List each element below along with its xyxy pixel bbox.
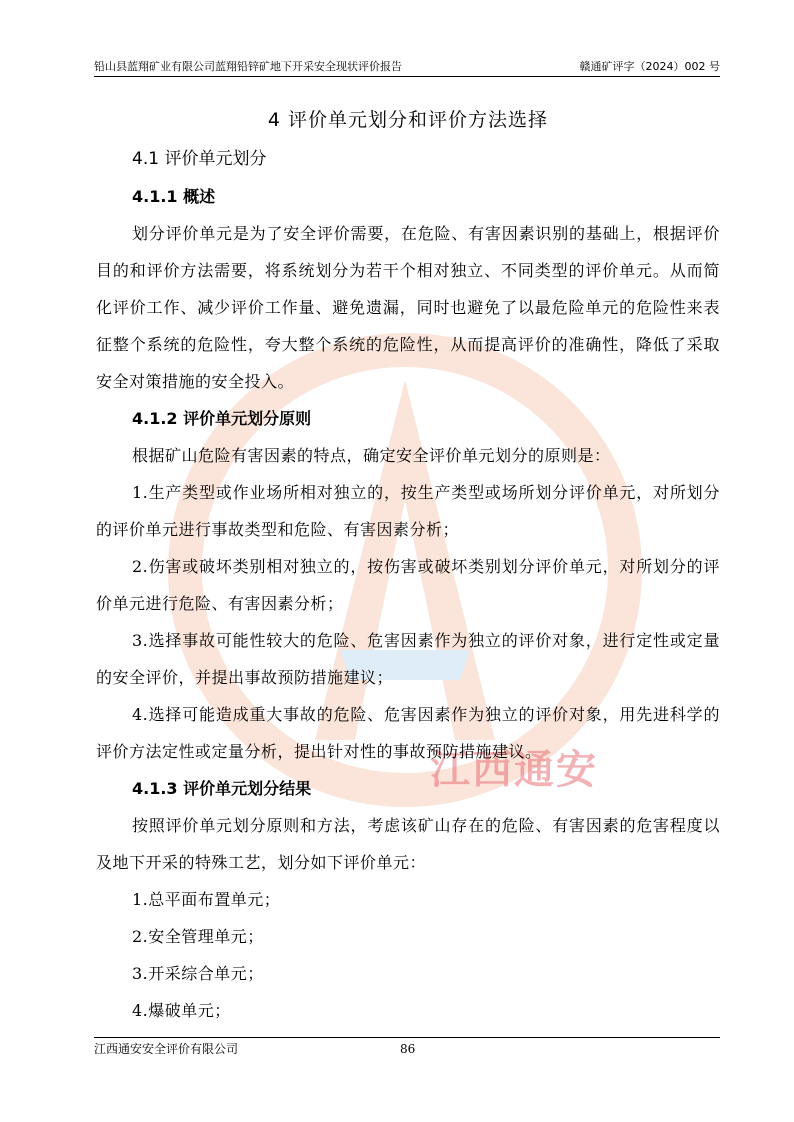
list-item: 3.选择事故可能性较大的危险、危害因素作为独立的评价对象，进行定性或定量的安全评价，并提出事故预防措施建议； [96, 631, 720, 687]
list-item: 1.总平面布置单元； [132, 890, 281, 909]
footer-divider [94, 1037, 720, 1038]
paragraph: 划分评价单元是为了安全评价需要，在危险、有害因素识别的基础上，根据评价目的和评价方法需要，将系统划分为若干个相对独立、不同类型的评价单元。从而简化评价工作、减少评价工作量、避免遗漏，同时也避免了以最危险单元的危险性来表征整个系统的危险性，夸大整个系统的危险性，从而提高评价的准确性，降低了采取安全对策措施的安全投入。 [96, 224, 720, 391]
subsection-heading-results: 4.1.3 评价单元划分结果 [132, 779, 312, 798]
report-title: 铅山县蓝翔矿业有限公司蓝翔铅锌矿地下开采安全现状评价报告 [94, 60, 402, 73]
chapter-title: 4 评价单元划分和评价方法选择 [267, 109, 549, 131]
paragraph: 根据矿山危险有害因素的特点，确定安全评价单元划分的原则是： [132, 446, 611, 465]
list-item: 2.伤害或破坏类别相对独立的，按伤害或破坏类别划分评价单元，对所划分的评价单元进行危险、有害因素分析； [96, 557, 720, 613]
list-item: 3.开采综合单元； [132, 964, 264, 983]
page-number: 86 [400, 1042, 416, 1056]
list-item: 2.安全管理单元； [132, 927, 264, 946]
section-heading: 4.1 评价单元划分 [132, 149, 267, 169]
list-item: 4.爆破单元； [132, 1001, 231, 1020]
paragraph: 按照评价单元划分原则和方法，考虑该矿山存在的危险、有害因素的危害程度以及地下开采的特殊工艺，划分如下评价单元： [96, 816, 720, 872]
footer-company: 江西通安安全评价有限公司 [94, 1042, 239, 1056]
page-header [94, 55, 720, 75]
document-body [96, 100, 720, 1029]
list-item: 1.生产类型或作业场所相对独立的，按生产类型或场所划分评价单元，对所划分的评价单元进行事故类型和危险、有害因素分析； [96, 483, 720, 539]
subsection-heading-overview: 4.1.1 概述 [132, 187, 216, 206]
header-divider [94, 76, 720, 77]
page-footer [94, 1040, 720, 1060]
list-item: 4.选择可能造成重大事故的危险、危害因素作为独立的评价对象，用先进科学的评价方法定性或定量分析，提出针对性的事故预防措施建议。 [96, 705, 720, 761]
watermark-stamp-text: 江西通安 [430, 747, 598, 793]
report-number: 赣通矿评字（2024）002 号 [579, 60, 720, 73]
subsection-heading-principles: 4.1.2 评价单元划分原则 [132, 409, 312, 428]
